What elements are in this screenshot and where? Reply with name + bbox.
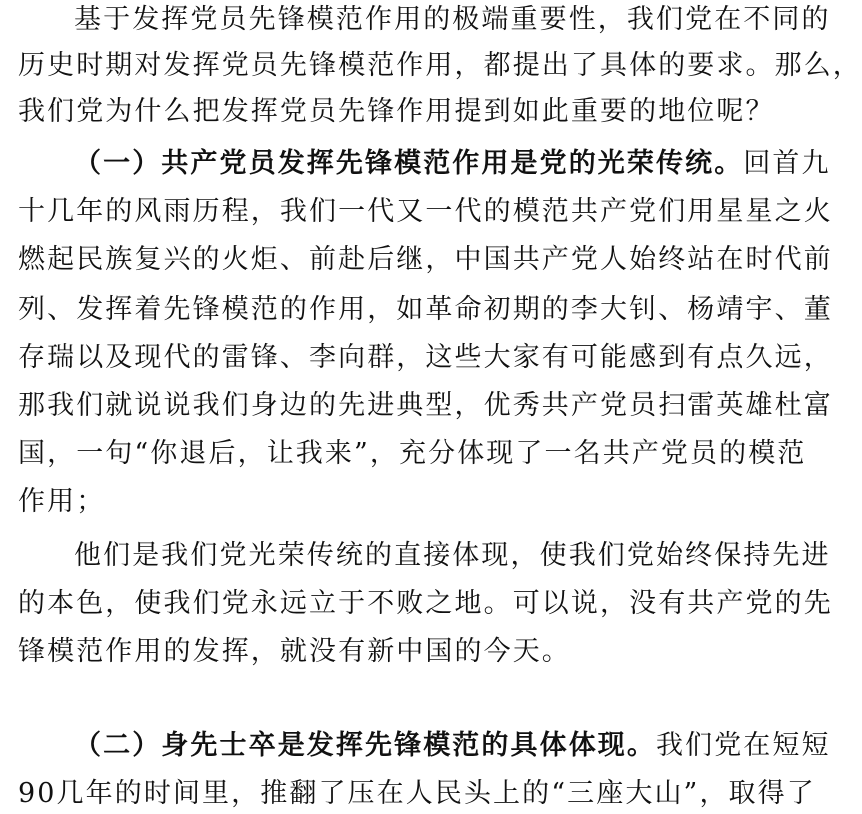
paragraph-2-line-8: 作用； <box>18 486 106 517</box>
paragraph-1-line-3: 我们党为什么把发挥党员先锋作用提到如此重要的地位呢？ <box>18 96 775 127</box>
paragraph-3-line-2: 的本色，使我们党永远立于不败之地。可以说，没有共产党的先 <box>18 588 833 619</box>
paragraph-4-line-1-rest: 我们党在短短 <box>656 730 831 761</box>
paragraph-4-line-2: 90几年的时间里，推翻了压在人民头上的“三座大山”，取得了 <box>18 778 816 809</box>
section-heading-2: （二）身先士卒是发挥先锋模范的具体体现。 <box>74 730 656 761</box>
section-heading-1: （一）共产党员发挥先锋模范作用是党的光荣传统。 <box>74 148 744 179</box>
paragraph-2-line-1-rest: 回首九 <box>743 148 831 179</box>
paragraph-1-line-1: 基于发挥党员先锋模范作用的极端重要性，我们党在不同的 <box>74 4 831 35</box>
paragraph-2-line-3: 燃起民族复兴的火炬、前赴后继，中国共产党人始终站在时代前 <box>18 244 833 275</box>
paragraph-2-line-4: 列、发挥着先锋模范的作用，如革命初期的李大钊、杨靖宇、董 <box>18 294 833 325</box>
paragraph-4-line-1 <box>74 726 831 766</box>
paragraph-3-line-1: 他们是我们党光荣传统的直接体现，使我们党始终保持先进 <box>74 540 831 571</box>
paragraph-2-line-1 <box>74 144 831 184</box>
paragraph-2-line-6: 那我们就说说我们身边的先进典型，优秀共产党员扫雷英雄杜富 <box>18 390 833 421</box>
paragraph-2-line-5: 存瑞以及现代的雷锋、李向群，这些大家有可能感到有点久远， <box>18 342 833 373</box>
paragraph-2-line-7: 国，一句“你退后，让我来”，充分体现了一名共产党员的模范 <box>18 438 807 469</box>
paragraph-1-line-2: 历史时期对发挥党员先锋模范作用，都提出了具体的要求。那么， <box>18 50 862 81</box>
paragraph-2-line-2: 十几年的风雨历程，我们一代又一代的模范共产党们用星星之火 <box>18 196 833 227</box>
paragraph-3-line-3: 锋模范作用的发挥，就没有新中国的今天。 <box>18 636 571 667</box>
